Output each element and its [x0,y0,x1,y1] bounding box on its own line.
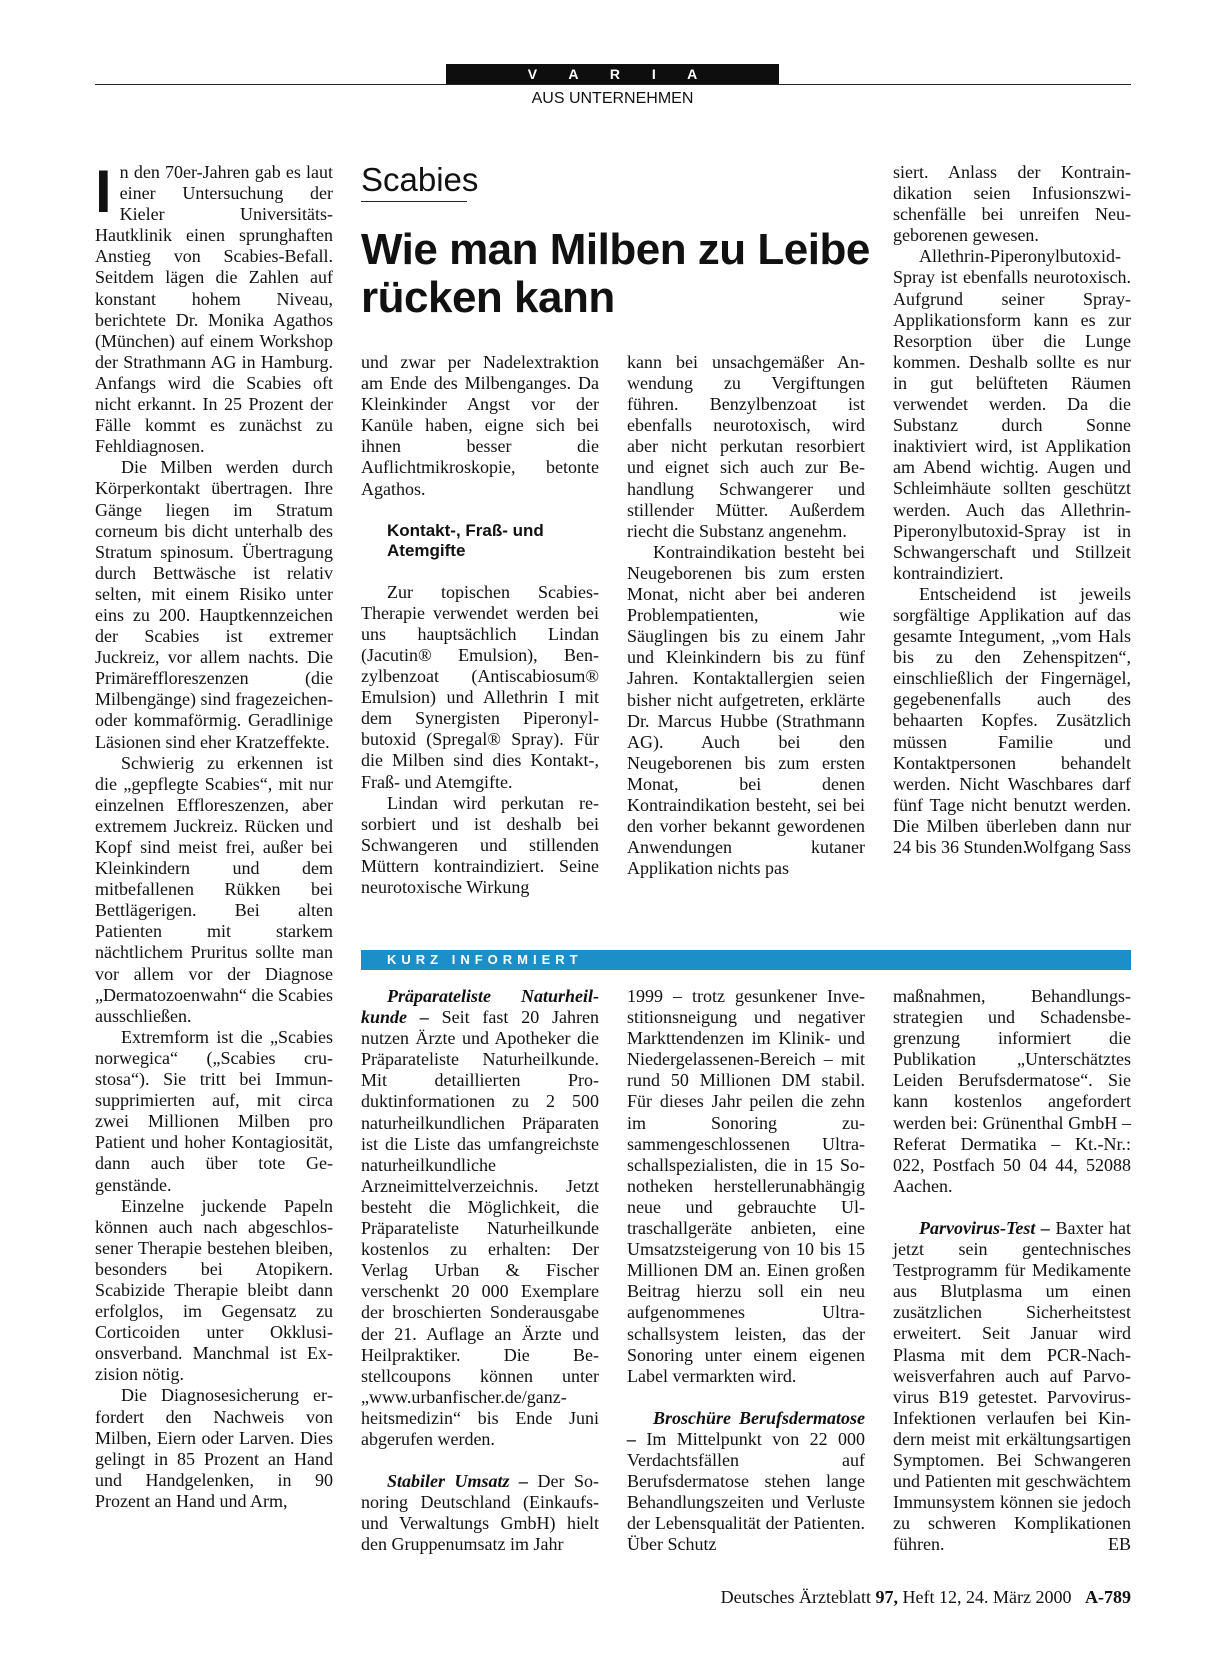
news-lead: Stabiler Umsatz – [387,1471,529,1492]
paragraph: Kontraindikation besteht bei Neugeborenen bis zum ersten Monat, nicht aber bei anderen Problempatienten, wie Säuglingen bis zu einem Jahr und Kleinkindern bis zu fünf Jahren. Kontaktallergien seien bisher nicht aufgetreten, erklärte Dr. Marcus Hubbe (Strathmann AG). Auch bei den Neugeborenen bis zum ersten Monat, bei denen Kontraindikation besteht, sei bei den vorher bekannt gewordenen Anwendungen kutaner Applikation nichts pas [627,541,865,879]
news-text: Seit fast 20 Jahren nutzen Ärzte und Apotheker die Präparateliste Naturheilkunde. Mit detaillierten Produktinformationen zu 2 500 naturheilkundlichen Präparaten ist die Liste das umfangreichste naturheilkundliche Arzneimittelverzeichnis. Jetzt besteht die Möglichkeit, die Präparateliste Naturheilkunde kostenlos zu erhalten: Der Verlag Urban & Fischer verschenkt 20 000 Exemplare der broschierten Sonderausgabe der 21. Auflage an Ärzte und Heilpraktiker. Die Bestellcoupons können unter „www.urbanfischer.de/ganzheitsmedizin“ bis Ende Juni abgerufen werden. [361,1007,600,1449]
kurz-informiert-bar: KURZ INFORMIERT [361,950,1131,970]
section-bar: V A R I A [446,64,779,84]
kurz-column-3 [893,986,1131,1556]
news-text: Baxter hat jetzt sein gentechnisches Testprogramm für Medikamente aus Blutplasma um einen zusätzlichen Sicherheitstest erweitert. Seit Januar wird Plasma mit dem PCR-Nachweisverfahren auch auf Parvovirus B19 getestet. Parvovirus-Infektionen verlaufen bei Kindern meist mit erkältungsartigen Symptomen. Bei Schwangeren und Patienten mit geschwächtem Immunsystem können sie jedoch zu schweren Komplikationen führen. [893,1217,1131,1555]
article-column-3 [627,352,865,879]
paragraph: siert. Anlass der Kontraindikation seien Infusionszwischenfälle bei unreifen Neugeborenen gewesen. [893,162,1131,246]
article-headline: Wie man Milben zu Leibe rücken kann [361,225,870,322]
news-lead: Broschüre Berufsdermatose – [627,1407,865,1449]
article-column-1 [95,158,333,1512]
article-column-2 [361,352,599,898]
page-footer [721,1586,1131,1608]
news-lead: Präparateliste Naturheilkunde – [361,986,599,1028]
paragraph: und zwar per Nadelextraktion am Ende des Milbenganges. Da Kleinkinder Angst vor der Kanüle haben, eigne sich bei ihnen besser die Auflichtmikroskopie, betonte Agathos. [361,352,599,499]
news-item [361,986,599,1450]
news-text: maßnahmen, Behandlungsstrategien und Schadensbegrenzung informiert die Publikation „Unterschätztes Leiden Berufsdermatose“. Sie kann kostenlos angefordert werden bei: Grünenthal GmbH – Referat Dermatika – Kt.-Nr.: 022, Postfach 50 04 44, 52088 Aachen. [893,986,1131,1196]
news-lead: Parvovirus-Test – [919,1217,1050,1238]
journal-volume: 97, [875,1587,899,1607]
dropcap: I [95,158,112,225]
signature: EB [1107,1534,1131,1555]
news-text: 1999 – trotz gesunkener Investitionsneigung und negativer Markttendenzen im Klinik- und Niedergelassenen-Bereich – mit rund 50 Millionen DM stabil. Für dieses Jahr peilen die zehn im Sonoring zusammengeschlossenen Ultraschallspezialisten, die in 15 Sonotheken herstellerunabhängig neue und gebrauchte Ultraschallgeräte anbieten, eine Umsatzsteigerung von 10 bis 15 Millionen DM an. Einen großen Beitrag hierzu soll ein neu aufgenommenes Ultraschallsystem leisten, das der Sonoring unter einem eigenen Label vermarkten wird. [627,986,865,1386]
article-column-4 [893,162,1131,858]
author: Wolfgang Sass [1023,837,1131,858]
news-text: Im Mittelpunkt von 22 000 Verdachtsfällen auf Berufsdermatose stehen lange Behandlungszeiten und Verluste der Lebensqualität der Patienten. Über Schutz [627,1428,865,1555]
paragraph: Allethrin-Piperonylbutoxid-Spray ist ebenfalls neurotoxisch. Aufgrund seiner Spray-Applikationsform kann es zur Resorption über die Lunge kommen. Deshalb sollte es nur in gut belüfteten Räumen verwendet werden. Da die Substanz durch Sonne inaktiviert wird, ist Applikation am Abend wichtig. Augen und Schleimhäute sollten geschützt werden. Auch das Allethrin-Piperonylbutoxid-Spray ist in Schwangerschaft und Stillzeit kontraindiziert. [893,246,1131,583]
news-item [361,1471,599,1555]
kurz-column-1 [361,986,599,1555]
kurz-column-2 [627,986,865,1555]
article-kicker: Scabies [361,161,479,198]
paragraph: Entscheidend ist jeweils sorgfältige Applikation auf das gesamte Integument, „vom Hals bis zu den Zehenspitzen“, einschließlich der Fingernägel, gegebenenfalls auch des behaarten Kopfes. Zusätzlich müssen Familie und Kontaktpersonen behandelt werden. Nicht Waschbares darf fünf Tage nicht benutzt werden. Die Milben überleben dann nur 24 bis 36 Stunden. [893,583,1131,857]
kicker-rule [361,201,467,202]
subsection-label: AUS UNTERNEHMEN [531,90,694,107]
paragraph: Zur topischen Scabies-Therapie verwendet werden bei uns hauptsächlich Lindan (Jacutin® Emulsion), Benzylbenzoat (Antiscabiosum® Emulsion) und Allethrin I mit dem Synergisten Piperonylbutoxid (Spregal® Spray). Für die Milben sind dies Kontakt-, Fraß- und Atemgifte. [361,581,599,792]
header-rule [95,84,1131,85]
page-number: A-789 [1085,1587,1131,1607]
paragraph: Einzelne juckende Papeln können auch nach abgeschlossener Therapie bestehen bleiben, besonders bei Atopikern. Scabizide Therapie bleibt dann erfolglos, im Gegensatz zu Corticoiden unter Okklusionsverband. Manchmal ist Exzision nötig. [95,1195,333,1385]
journal-issue: Heft 12, 24. März 2000 [898,1587,1072,1607]
paragraph: Die Milben werden durch Körperkontakt übertragen. Ihre Gänge liegen im Stratum corneum bis dicht unterhalb des Stratum spinosum. Übertragung durch Bettwäsche ist relativ selten, mit einem Risiko unter eins zu 200. Hauptkennzeichen der Scabies ist extremer Juckreiz, vor allem nachts. Die Primäreffloreszenzen (die Milbengänge) sind fragezeichen- oder kommaförmig. Geradlinige Läsionen sind eher Kratzeffekte. [95,457,333,752]
paragraph: Lindan wird perkutan resorbiert und ist deshalb bei Schwangeren und stillenden Müttern kontraindiziert. Seine neurotoxische Wirkung [361,792,599,897]
news-item [627,1408,865,1556]
news-item [893,1218,1131,1556]
paragraph: kann bei unsachgemäßer Anwendung zu Vergiftungen führen. Benzylbenzoat ist ebenfalls neurotoxisch, wird aber nicht perkutan resorbiert und eignet sich auch zur Behandlung Schwangerer und stillender Mütter. Außerdem riecht die Substanz angenehm. [627,352,865,541]
news-text: Der Sonoring Deutschland (Einkaufs- und Verwaltungs GmbH) hielt den Gruppenumsatz im Jahr [361,1471,599,1555]
paragraph: n den 70er-Jahren gab es laut einer Untersuchung der Kieler Universitäts-Hautklinik einen sprunghaften Anstieg von Scabies-Befall. Seitdem lägen die Zahlen auf konstant hohem Niveau, berichtete Dr. Monika Agathos (München) auf einem Workshop der Strathmann AG in Hamburg. Anfangs wird die Scabies oft nicht erkannt. In 25 Prozent der Fälle kommt es zunächst zu Fehldiagnosen. [95,162,333,457]
article-subheading: Kontakt-, Fraß- und Atemgifte [387,520,544,560]
paragraph: Schwierig zu erkennen ist die „gepflegte Scabies“, mit nur einzelnen Effloreszenzen, aber extremem Juckreiz. Rücken und Kopf sind meist frei, außer bei Kleinkindern und dem mitbefallenen Rükken bei Bettlägerigen. Bei alten Patienten mit starkem nächtlichem Pruritus sollte man vor allem vor der Diagnose „Dermatozoenwahn“ die Scabies ausschließen. [95,752,333,1026]
journal-name: Deutsches Ärzteblatt [720,1587,876,1607]
paragraph: Extremform ist die „Scabies norwegica“ („Scabies crustosa“). Sie tritt bei Immunsupprimierten auf, mit circa zwei Millionen Milben pro Patient und hoher Kontagiosität, dann auch über tote Gegenstände. [95,1026,333,1195]
paragraph: Die Diagnosesicherung erfordert den Nachweis von Milben, Eiern oder Larven. Dies gelingt in 85 Prozent an Hand und Handgelenken, in 90 Prozent an Hand und Arm, [95,1385,333,1511]
